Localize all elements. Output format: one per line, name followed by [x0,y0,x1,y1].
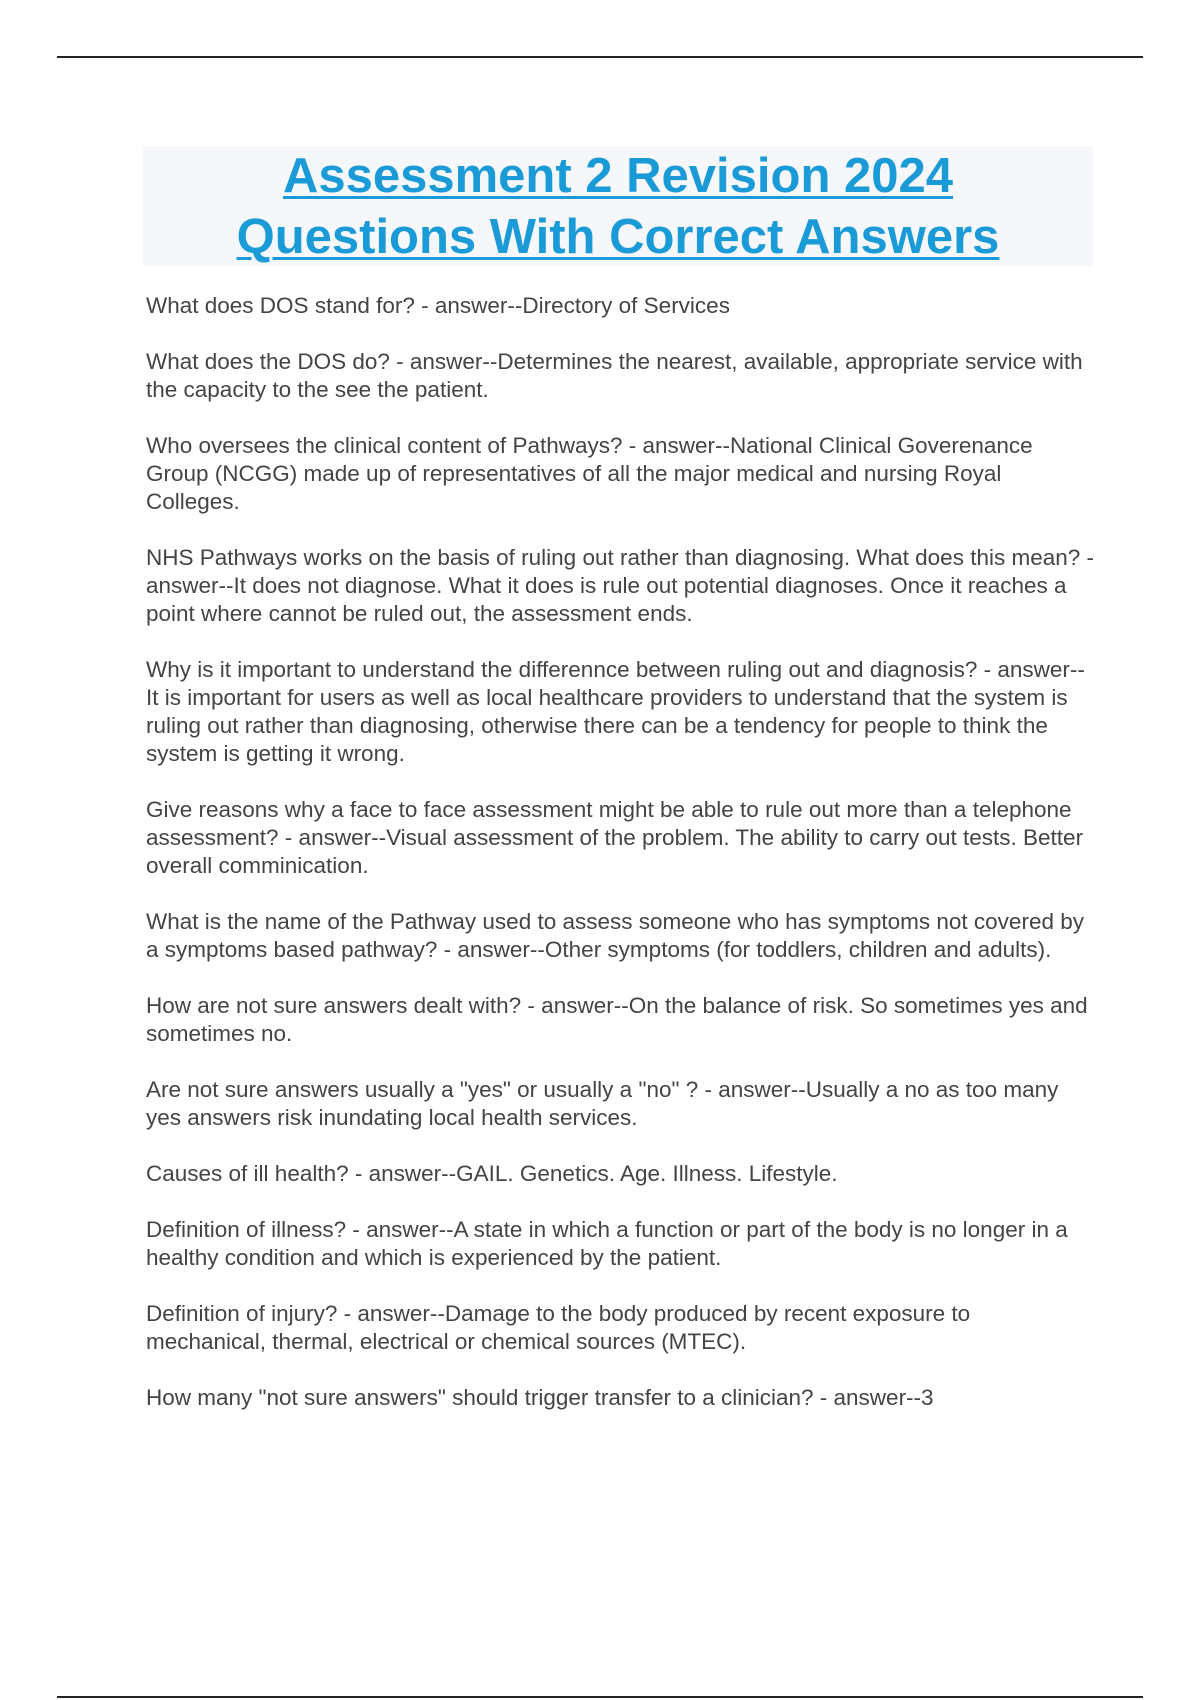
qa-item: How are not sure answers dealt with? - answer--On the balance of risk. So sometimes yes and sometimes no. [146,993,1088,1046]
qa-item: What does DOS stand for? - answer--Directory of Services [146,293,730,318]
qa-list [146,292,1096,1440]
title-line-1: Assessment 2 Revision 2024 [282,149,954,203]
qa-item: Who oversees the clinical content of Pathways? - answer--National Clinical Goverenance Group (NCGG) made up of representatives of all the major medical and nursing Royal Colleges. [146,433,1033,514]
qa-item: What is the name of the Pathway used to assess someone who has symptoms not covered by a symptoms based pathway? - answer--Other symptoms (for toddlers, children and adults). [146,909,1084,962]
qa-item: NHS Pathways works on the basis of ruling out rather than diagnosing. What does this mean? - answer--It does not diagnose. What it does is rule out potential diagnoses. Once it reaches a point where cannot be ruled out, the assessment ends. [146,545,1094,626]
qa-item: What does the DOS do? - answer--Determines the nearest, available, appropriate service with the capacity to the see the patient. [146,349,1083,402]
qa-item: Give reasons why a face to face assessment might be able to rule out more than a telephone assessment? - answer--Visual assessment of the problem. The ability to carry out tests. Better overall comminication. [146,797,1084,878]
bottom-rule [57,1696,1143,1698]
qa-item: Are not sure answers usually a "yes" or usually a "no" ? - answer--Usually a no as too many yes answers risk inundating local health services. [146,1077,1059,1130]
qa-item: Definition of injury? - answer--Damage to the body produced by recent exposure to mechanical, thermal, electrical or chemical sources (MTEC). [146,1301,971,1354]
title-line-2: Questions With Correct Answers [236,210,1000,264]
qa-item: How many "not sure answers" should trigger transfer to a clinician? - answer--3 [146,1385,934,1410]
qa-item: Causes of ill health? - answer--GAIL. Genetics. Age. Illness. Lifestyle. [146,1161,838,1186]
qa-item: Why is it important to understand the differennce between ruling out and diagnosis? - answer--It is important for users as well as local healthcare providers to understand that the system is ruling out rather than diagnosing, otherwise there can be a tendency for people to think the system is getting it wrong. [146,657,1085,766]
qa-item: Definition of illness? - answer--A state in which a function or part of the body is no longer in a healthy condition and which is experienced by the patient. [146,1217,1068,1270]
top-rule [57,56,1143,58]
document-title [143,146,1093,266]
